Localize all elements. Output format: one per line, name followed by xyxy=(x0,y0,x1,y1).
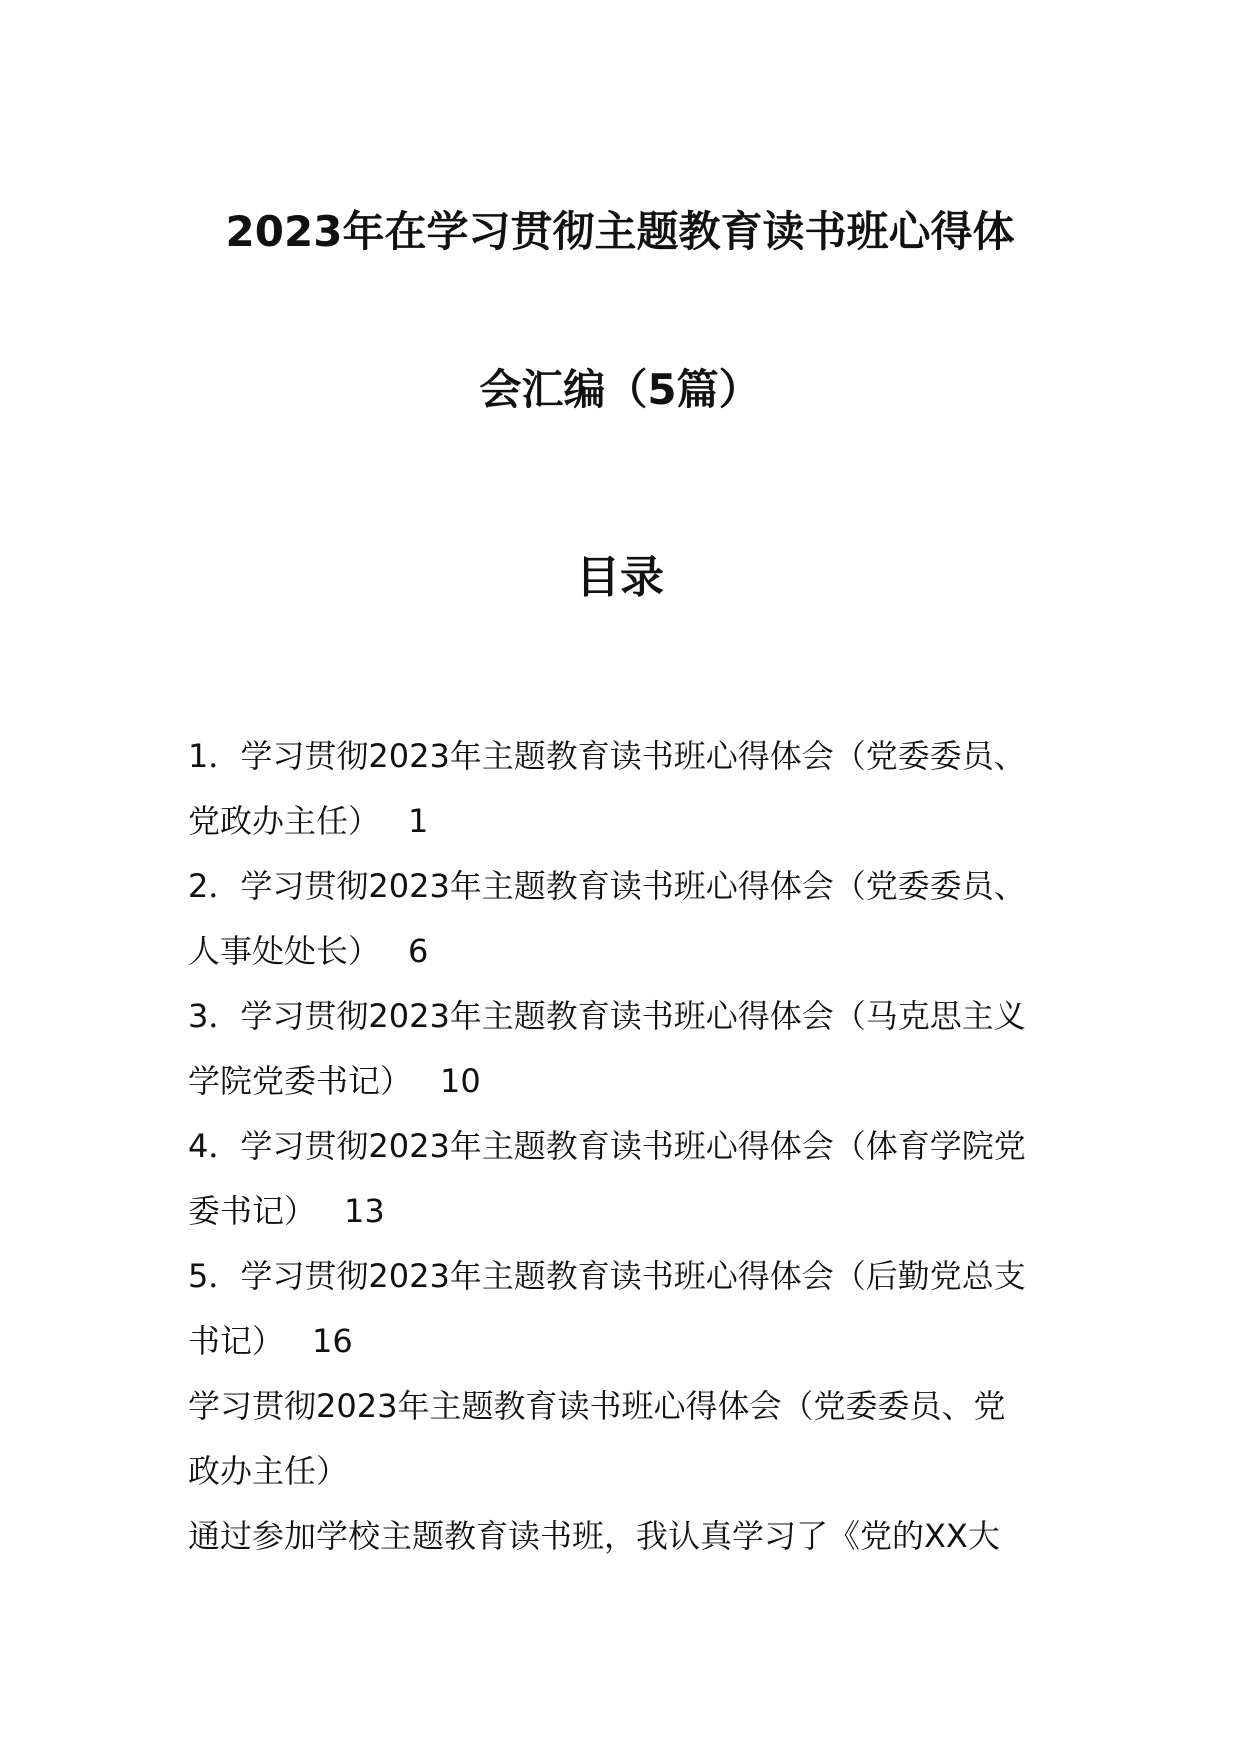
toc-entry-title-cont: 委书记） xyxy=(188,1192,317,1230)
document-title-line-1: 2023年在学习贯彻主题教育读书班心得体 xyxy=(225,207,1015,256)
toc-entry-3[interactable] xyxy=(188,984,1058,1114)
section-heading-line-1: 学习贯彻2023年主题教育读书班心得体会（党委委员、党 xyxy=(188,1387,1006,1425)
toc-page-number: 6 xyxy=(408,932,429,970)
toc-entry-2[interactable] xyxy=(188,854,1058,984)
toc-entry-title-cont: 学院党委书记） xyxy=(188,1062,413,1100)
toc-page-number: 10 xyxy=(440,1062,481,1100)
document-title-line-2: 会汇编（5篇） xyxy=(479,365,761,414)
section-heading-line-2: 政办主任） xyxy=(188,1452,349,1490)
toc-entry-title: 4．学习贯彻2023年主题教育读书班心得体会（体育学院党 xyxy=(188,1127,1026,1165)
toc-entry-title-cont: 人事处处长） xyxy=(188,932,381,970)
toc-page-number: 1 xyxy=(408,802,429,840)
toc-entry-4[interactable] xyxy=(188,1114,1058,1244)
toc-entry-title: 2．学习贯彻2023年主题教育读书班心得体会（党委委员、 xyxy=(188,867,1026,905)
toc-entry-title: 1．学习贯彻2023年主题教育读书班心得体会（党委委员、 xyxy=(188,737,1026,775)
section-body xyxy=(188,1374,1058,1569)
paragraph-text: 通过参加学校主题教育读书班，我认真学习了《党的XX大 xyxy=(188,1517,1000,1555)
toc-page-number: 16 xyxy=(312,1322,353,1360)
toc-entry-5[interactable] xyxy=(188,1244,1058,1374)
toc-entry-title: 3．学习贯彻2023年主题教育读书班心得体会（马克思主义 xyxy=(188,997,1026,1035)
toc-entry-title-cont: 书记） xyxy=(188,1322,285,1360)
toc-entry-1[interactable] xyxy=(188,724,1058,854)
toc-page-number: 13 xyxy=(344,1192,385,1230)
table-of-contents xyxy=(188,724,1058,1374)
toc-entry-title-cont: 党政办主任） xyxy=(188,802,381,840)
toc-entry-title: 5．学习贯彻2023年主题教育读书班心得体会（后勤党总支 xyxy=(188,1257,1026,1295)
toc-heading: 目录 xyxy=(576,552,664,603)
